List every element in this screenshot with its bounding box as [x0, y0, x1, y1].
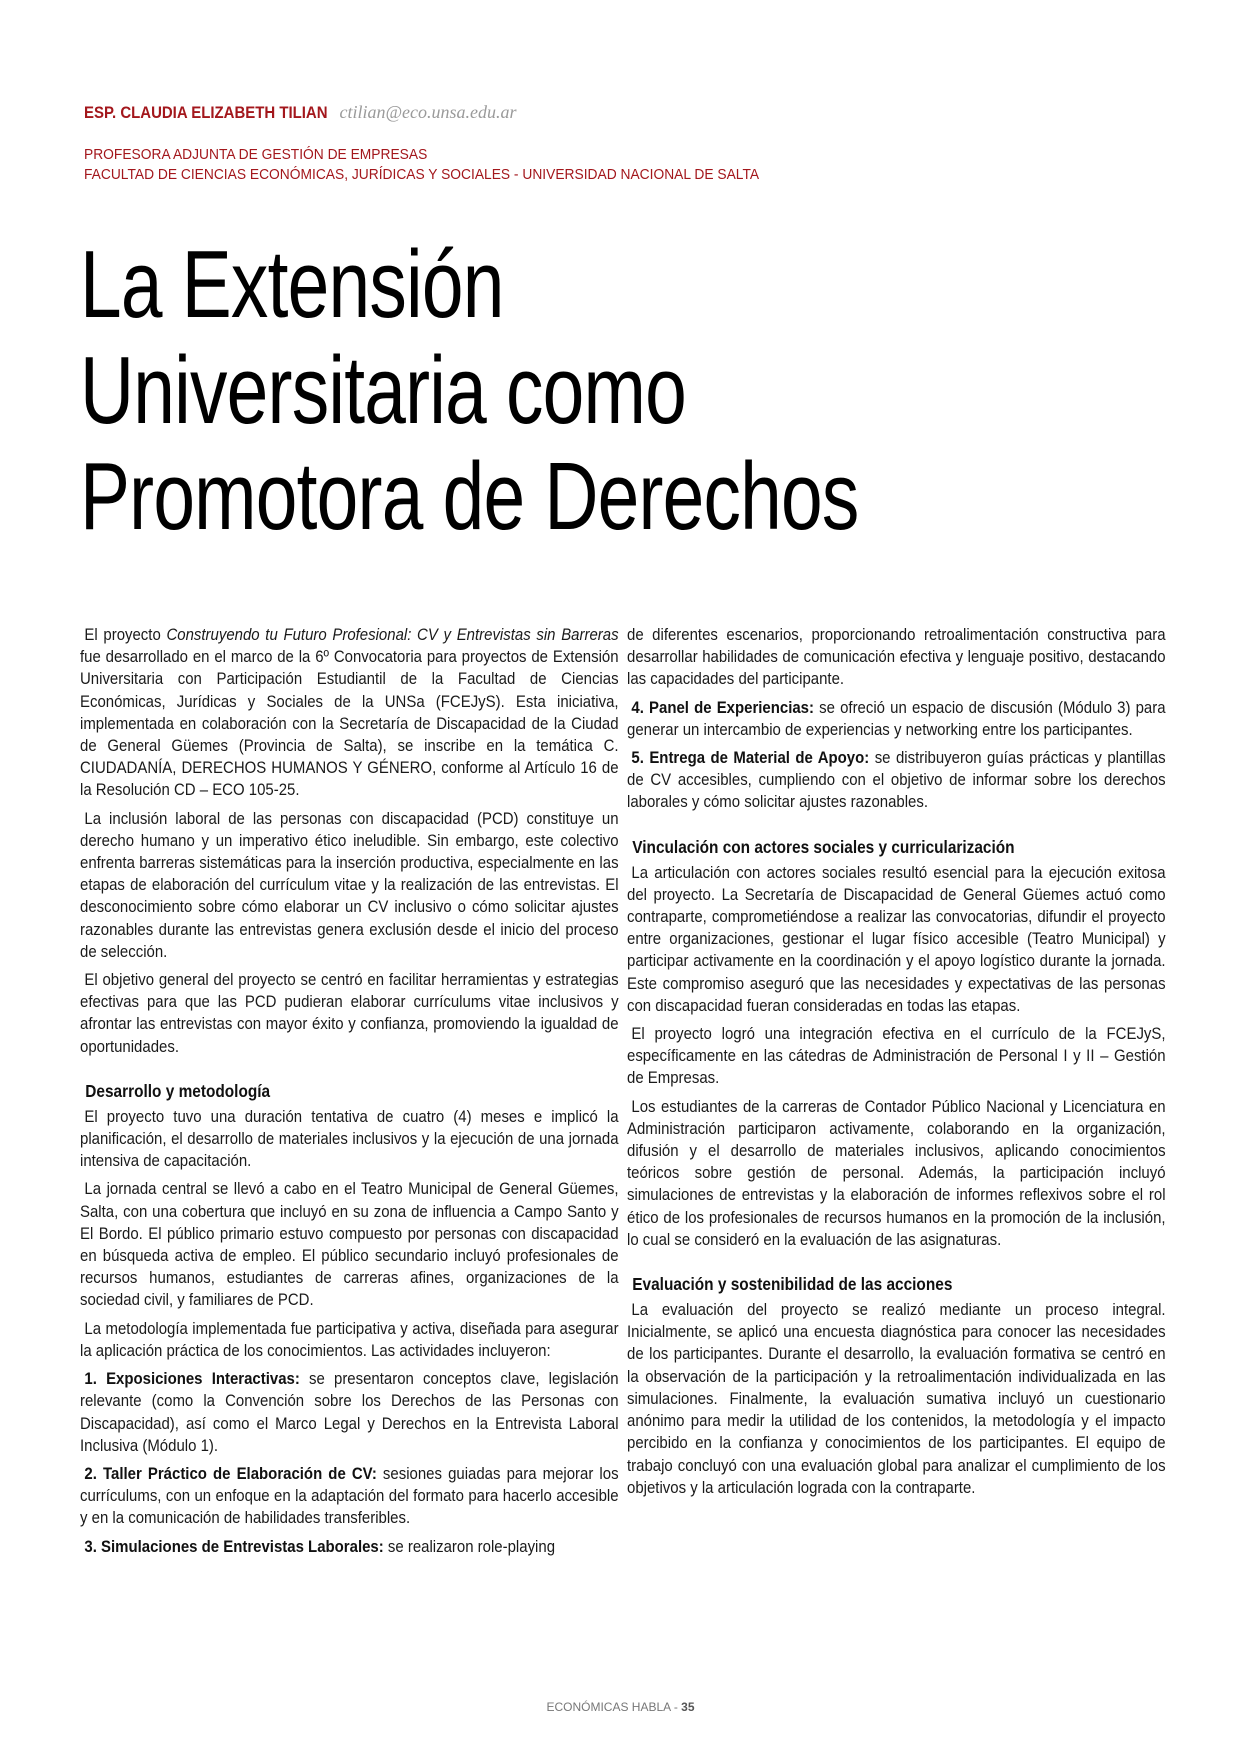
paragraph: La evaluación del proyecto se realizó mediante un proceso integral. Inicialmente, se aplicó una encuesta diagnóstica para conocer las necesidades de los participantes. Durante el desarrollo, la evaluación formativa se centró en la observación de la participación y la retroalimentación individualizada en las simulaciones. Finalmente, la evaluación sumativa incluyó un cuestionario anónimo para medir la utilidad de los contenidos, la metodología y el impacto percibido en la confianza y conocimientos de los participantes. El equipo de trabajo concluyó con una evaluación global para analizar el cumplimiento de los objetivos y la articulación lograda con la contraparte.	[627, 1300, 1166, 1497]
author-email: ctilian@eco.unsa.edu.ar	[339, 102, 517, 122]
paragraph: El proyecto tuvo una duración tentativa de cuatro (4) meses e implicó la planificación, el desarrollo de materiales inclusivos y la ejecución de una jornada intensiva de capacitación.	[80, 1106, 619, 1171]
section-heading-vinculacion: Vinculación con actores sociales y curricularización	[632, 836, 1015, 857]
activity-item	[80, 1368, 619, 1457]
activity-text: se ofreció un espacio de discusión (Módulo 3) para generar un intercambio de experiencias y networking entre los participantes.	[627, 697, 1166, 739]
intro-paragraph	[80, 624, 619, 802]
publication-name: ECONÓMICAS HABLA -	[546, 1700, 682, 1714]
activity-item	[627, 697, 1166, 741]
activity-label: 1. Exposiciones Interactivas:	[84, 1369, 300, 1389]
paragraph-continued: de diferentes escenarios, proporcionando retroalimentación constructiva para desarrollar habilidades de comunicación efectiva y lenguaje positivo, destacando las capacidades del participante.	[627, 625, 1166, 689]
page-number: 35	[681, 1700, 695, 1714]
section-heading-desarrollo: Desarrollo y metodología	[85, 1080, 271, 1101]
text-run: fue desarrollado en el marco de la 6º Convocatoria para proyectos de Extensión Universitaria con Participación Estudiantil de la Facultad de Ciencias Económicas, Jurídicas y Sociales de la UNSa (FCEJyS). Esta iniciativa, implementada en colaboración con la Secretaría de Discapacidad de la Ciudad de General Güemes (Provincia de Salta), se inscribe en la temática C. CIUDADANÍA, DERECHOS HUMANOS Y GÉNERO, conforme al Artículo 16 de la Resolución CD – ECO 105-25.	[80, 647, 619, 800]
paragraph: La inclusión laboral de las personas con discapacidad (PCD) constituye un derecho humano y un imperativo ético ineludible. Sin embargo, este colectivo enfrenta barreras sistemáticas para la inserción productiva, especialmente en las etapas de elaboración del currículum vitae y la realización de las entrevistas. El desconocimiento sobre cómo elaborar un CV inclusivo o cómo solicitar ajustes razonables durante las entrevistas genera exclusión desde el inicio del proceso de selección.	[80, 808, 619, 961]
activity-item	[80, 1536, 619, 1558]
author-affiliation	[84, 145, 759, 185]
paragraph: El proyecto logró una integración efectiva en el currículo de la FCEJyS, específicamente en las cátedras de Administración de Personal I y II – Gestión de Empresas.	[627, 1024, 1166, 1088]
project-name: Construyendo tu Futuro Profesional: CV y Entrevistas sin Barreras	[166, 625, 619, 644]
paragraph: La articulación con actores sociales resultó esencial para la ejecución exitosa del proyecto. La Secretaría de Discapacidad de General Güemes actuó como contraparte, comprometiéndose a realizar las convocatorias, difundir el proyecto entre organizaciones, gestionar el lugar físico accesible (Teatro Municipal) y participar activamente en la coordinación y el apoyo logístico durante la jornada. Este compromiso aseguró que las necesidades y expectativas de las personas con discapacidad fueran consideradas en todas las etapas.	[627, 862, 1166, 1015]
title-line-3: Promotora de Derechos	[80, 443, 859, 550]
activity-text: sesiones guiadas para mejorar los currículums, con un enfoque en la adaptación del formato para hacerlo accesible y en la comunicación de habilidades transferibles.	[80, 1463, 619, 1528]
article-title	[80, 232, 859, 550]
activity-text: se realizaron role-playing	[383, 1536, 556, 1556]
activity-label: 4. Panel de Experiencias:	[631, 697, 814, 717]
paragraph: Los estudiantes de la carreras de Contador Público Nacional y Licenciatura en Administración participaron activamente, colaborando en la organización, difusión y el desarrollo de materiales inclusivos, aplicando conocimientos teóricos sobre gestión de personal. Además, la participación incluyó simulaciones de entrevistas y la elaboración de informes reflexivos sobre el rol ético de los profesionales de recursos humanos en la promoción de la inclusión, lo cual se consideró en la evaluación de las asignaturas.	[627, 1096, 1166, 1249]
title-line-2: Universitaria como	[80, 337, 686, 444]
left-column	[80, 624, 619, 1564]
right-column	[627, 624, 1166, 1505]
author-name: ESP. CLAUDIA ELIZABETH TILIAN	[84, 103, 328, 122]
activity-item	[627, 747, 1166, 814]
activity-label: 2. Taller Práctico de Elaboración de CV:	[84, 1463, 377, 1483]
affiliation-position: PROFESORA ADJUNTA DE GESTIÓN DE EMPRESAS	[84, 146, 428, 163]
paragraph: La jornada central se llevó a cabo en el Teatro Municipal de General Güemes, Salta, con una cobertura que incluyó en su zona de influencia a Campo Santo y El Bordo. El público primario estuvo compuesto por personas con discapacidad en búsqueda activa de empleo. El público secundario incluyó profesionales de recursos humanos, estudiantes de carreras afines, organizaciones de la sociedad civil, y familiares de PCD.	[80, 1179, 619, 1310]
paragraph: La metodología implementada fue participativa y activa, diseñada para asegurar la aplicación práctica de los conocimientos. Las actividades incluyeron:	[80, 1318, 619, 1360]
page-footer	[0, 1700, 1241, 1714]
paragraph: El objetivo general del proyecto se centró en facilitar herramientas y estrategias efectivas para que las PCD pudieran elaborar currículums vitae inclusivos y afrontar las entrevistas con mayor éxito y confianza, promoviendo la igualdad de oportunidades.	[80, 970, 619, 1056]
activity-label: 3. Simulaciones de Entrevistas Laborales:	[84, 1536, 384, 1556]
activity-text: se distribuyeron guías prácticas y plantillas de CV accesibles, cumpliendo con el objetivo de informar sobre los derechos laborales y cómo solicitar ajustes razonables.	[627, 748, 1166, 812]
affiliation-institution: FACULTAD DE CIENCIAS ECONÓMICAS, JURÍDICAS Y SOCIALES - UNIVERSIDAD NACIONAL DE SALTA	[84, 166, 760, 183]
activity-item	[80, 1463, 619, 1530]
title-line-1: La Extensión	[80, 231, 504, 338]
activity-text: se presentaron conceptos clave, legislación relevante (como la Convención sobre los Derechos de las Personas con Discapacidad), así como el Marco Legal y Derechos en la Entrevista Laboral Inclusiva (Módulo 1).	[80, 1369, 619, 1455]
activity-label: 5. Entrega de Material de Apoyo:	[631, 748, 870, 768]
text-run: El proyecto	[84, 625, 167, 644]
author-line	[84, 102, 517, 123]
section-heading-evaluacion: Evaluación y sostenibilidad de las acciones	[632, 1274, 953, 1295]
